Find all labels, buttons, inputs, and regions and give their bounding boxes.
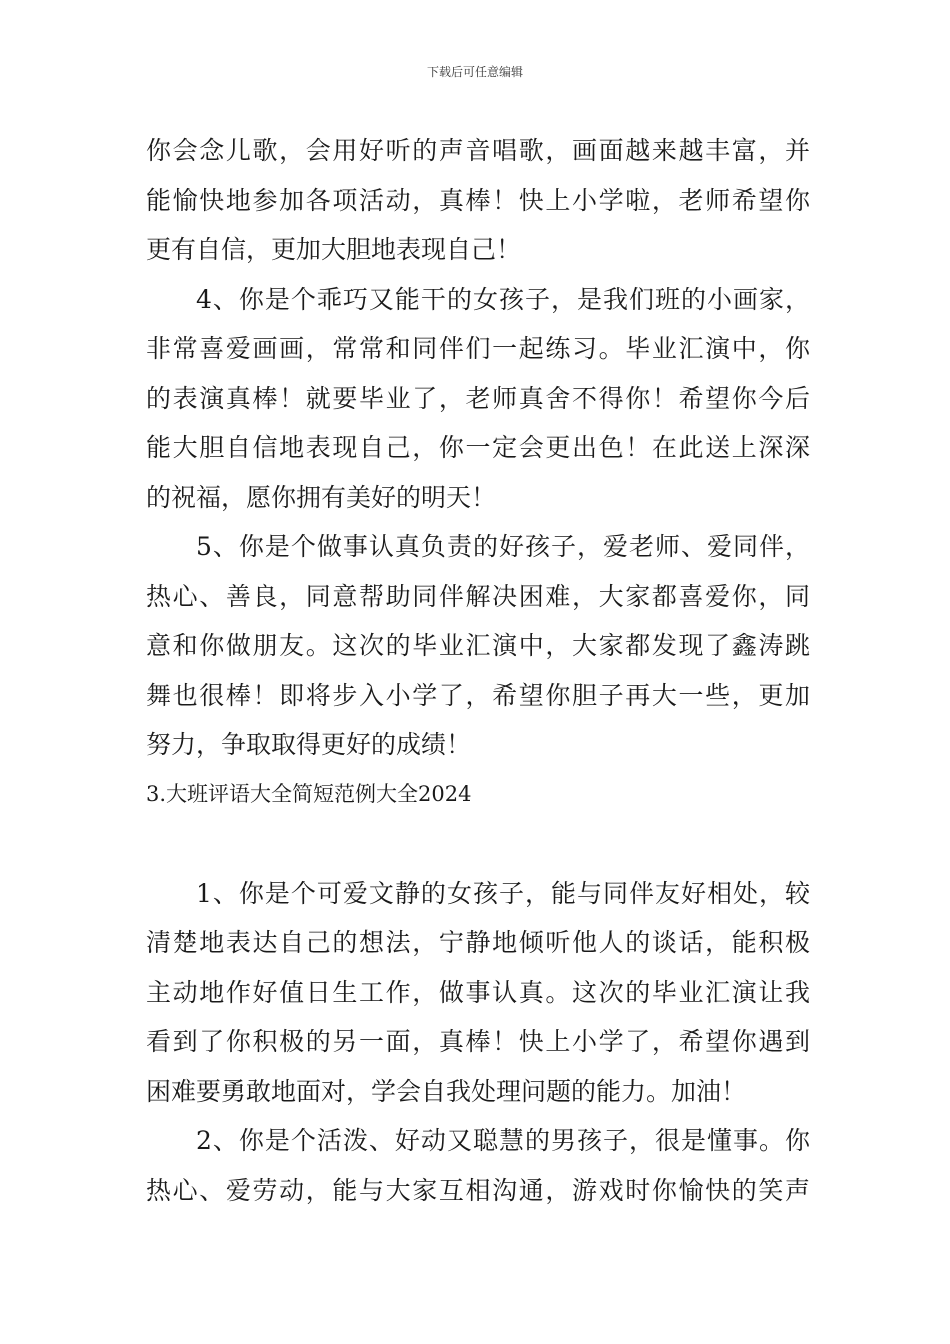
text-line: 能愉快地参加各项活动，真棒！快上小学啦，老师希望你 (146, 185, 810, 215)
text-line: 的表演真棒！就要毕业了，老师真舍不得你！希望你今后 (146, 383, 810, 413)
text-line: 看到了你积极的另一面，真棒！快上小学了，希望你遇到 (146, 1027, 810, 1056)
text-line: 意和你做朋友。这次的毕业汇演中，大家都发现了鑫涛跳 (146, 631, 810, 660)
page-header: 下载后可任意编辑 (426, 65, 523, 79)
text-line: 能大胆自信地表现自己，你一定会更出色！在此送上深深 (146, 433, 810, 462)
text-line: 困难要勇敢地面对，学会自我处理问题的能力。加油！ (146, 1076, 747, 1106)
text-line: 舞也很棒！即将步入小学了，希望你胆子再大一些，更加 (146, 680, 810, 710)
text-line: 热心、爱劳动，能与大家互相沟通，游戏时你愉快的笑声 (146, 1175, 810, 1205)
text-line: 你会念儿歌，会用好听的声音唱歌，画面越来越丰富，并 (146, 136, 810, 165)
text-line: 2、你是个活泼、好动又聪慧的男孩子，很是懂事。你 (196, 1126, 810, 1155)
text-line: 更有自信，更加大胆地表现自己！ (146, 235, 522, 264)
document-body (146, 126, 810, 1215)
text-line: 非常喜爱画画，常常和同伴们一起练习。毕业汇演中，你 (146, 334, 810, 363)
text-line: 的祝福，愿你拥有美好的明天！ (146, 482, 497, 512)
text-line: 主动地作好值日生工作，做事认真。这次的毕业汇演让我 (146, 977, 810, 1007)
text-line: 4、你是个乖巧又能干的女孩子，是我们班的小画家， (196, 284, 810, 314)
text-line: 5、你是个做事认真负责的好孩子，爱老师、爱同伴， (196, 532, 810, 561)
text-line: 努力，争取取得更好的成绩！ (146, 730, 472, 759)
blank-line (146, 819, 810, 869)
section-heading: 3.大班评语大全简短范例大全2024 (146, 781, 472, 806)
text-line: 清楚地表达自己的想法，宁静地倾听他人的谈话，能积极 (146, 928, 810, 957)
text-line: 热心、善良，同意帮助同伴解决困难，大家都喜爱你，同 (146, 581, 810, 611)
text-line: 1、你是个可爱文静的女孩子，能与同伴友好相处，较 (196, 878, 810, 908)
